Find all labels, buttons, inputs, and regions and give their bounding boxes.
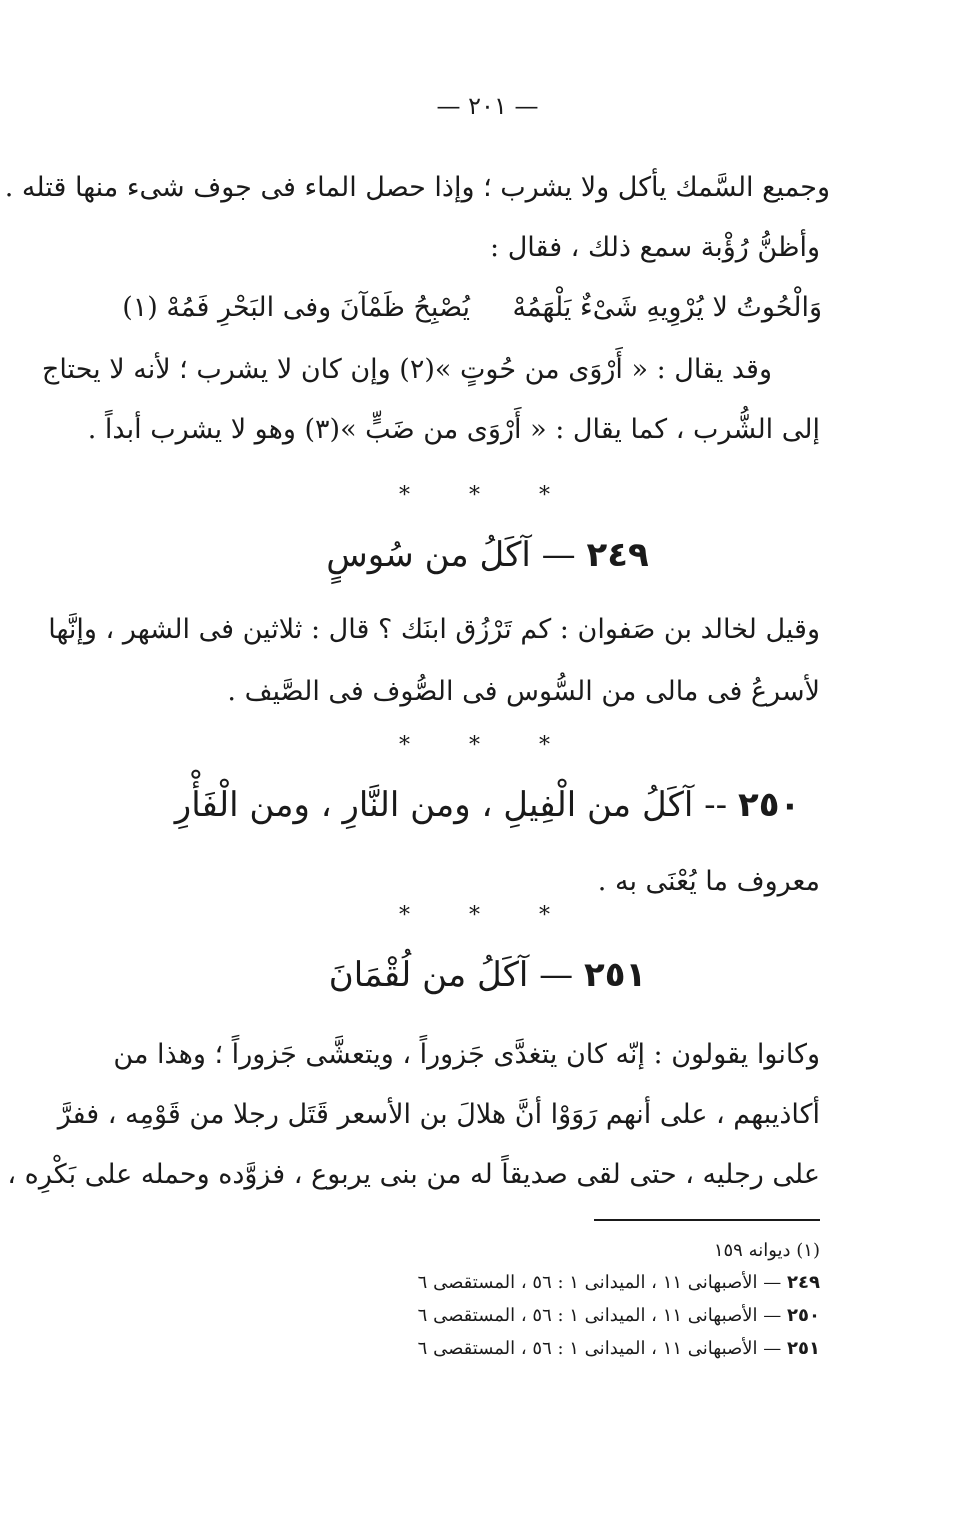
- section-separator: * * *: [399, 733, 576, 758]
- proverb-heading: [0, 785, 975, 825]
- verse-hemistich-left: يُصْبِحُ ظَمْآنَ وفى البَحْرِ فَمُهْ (١): [122, 292, 470, 323]
- text-line: وأظنُّ رُؤْبة سمع ذلك ، فقال :: [490, 232, 820, 263]
- text-line: على رجليه ، حتى لقى صديقاً له من بنى يربوع ، فزوَّده وحمله على بَكْرِه ،: [7, 1159, 820, 1190]
- footnote-number: ٢٥٠: [787, 1305, 820, 1326]
- footnote-text: — الأصبهانى ١١ ، الميدانى ١ : ٥٦ ، المستقصى ٦: [417, 1338, 782, 1359]
- text-line: وكانوا يقولون : إنّه كان يتغدَّى جَزوراً ، ويتعشَّى جَزوراً ؛ وهذا من: [113, 1039, 820, 1070]
- footnote-reference: [140, 1270, 820, 1296]
- text-line: معروف ما يُعْنَى به .: [597, 866, 820, 897]
- text-line: وقيل لخالد بن صَفوان : كم تَرْزُق ابنَك ؟ قال : ثلاثين فى الشهر ، وإنَّها: [48, 614, 820, 645]
- footnote-text: — الأصبهانى ١١ ، الميدانى ١ : ٥٦ ، المستقصى ٦: [417, 1305, 782, 1326]
- proverb-number: ٢٤٩: [586, 535, 649, 575]
- text-line: إلى الشُّرب ، كما يقال : « أَرْوَى من ضَبٍّ »(٣) وهو لا يشرب أبداً .: [87, 414, 820, 445]
- text-line: وقد يقال : « أَرْوَى من حُوتٍ »(٢) وإن كان لا يشرب ؛ لأنه لا يحتاج: [41, 354, 772, 385]
- proverb-number: ٢٥١: [584, 955, 647, 995]
- footnote-text: — الأصبهانى ١١ ، الميدانى ١ : ٥٦ ، المستقصى ٦: [417, 1272, 782, 1293]
- proverb-heading: [0, 535, 975, 575]
- section-separator: * * *: [399, 483, 576, 508]
- proverb-heading: [0, 955, 975, 995]
- text-line: لأسرعُ فى مالى من السُّوس فى الصُّوف فى الصَّيف .: [227, 676, 820, 707]
- footnote-number: ٢٥١: [787, 1338, 820, 1359]
- proverb-title: -- آكَلُ من الْفِيلِ ، ومن النَّارِ ، ومن الْفَأْرِ: [174, 785, 728, 825]
- proverb-title: — آكَلُ من سُوسٍ: [326, 535, 576, 575]
- footnote: (١) ديوانه ١٥٩: [713, 1240, 820, 1261]
- text-line: أكاذيبهم ، على أنهم رَوَوْا أنَّ هلالَ بن الأسعر قَتَل رجلا من قَوْمِه ، ففرَّ: [57, 1099, 820, 1130]
- verse-hemistich-right: وَالْحُوتُ لا يُرْوِيهِ شَىْءٌ يَلْهَمُهْ: [512, 292, 822, 323]
- proverb-number: ٢٥٠: [737, 785, 801, 825]
- footnote-number: ٢٤٩: [787, 1272, 820, 1293]
- page-number: — ٢٠١ —: [436, 92, 539, 120]
- footnote-reference: [140, 1303, 820, 1329]
- proverb-title: — آكَلُ من لُقْمَانَ: [328, 955, 574, 995]
- footnote-rule: [594, 1219, 820, 1221]
- text-line: وجميع السَّمك يأكل ولا يشرب ؛ وإذا حصل الماء فى جوف شىء منها قتله .: [4, 172, 830, 203]
- footnote-reference: [140, 1336, 820, 1362]
- section-separator: * * *: [399, 903, 576, 928]
